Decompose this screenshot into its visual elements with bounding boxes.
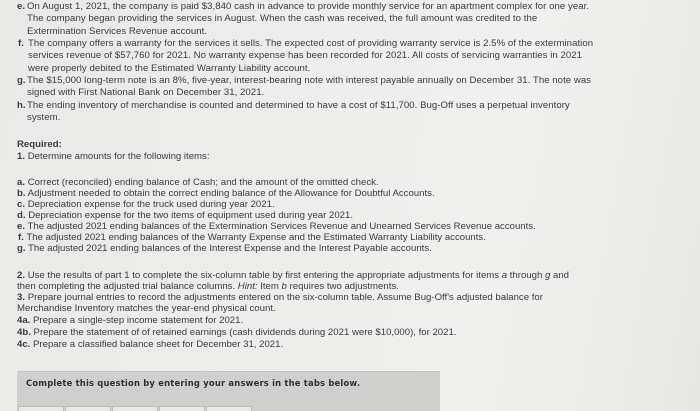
part-text: Merchandise Inventory matches the year-end physical count. (17, 303, 276, 314)
item-text: system. (27, 112, 61, 124)
item-label: h. (17, 100, 26, 111)
instruction-panel-text: Complete this question by entering your answers in the tabs below. (26, 378, 361, 388)
item-label: a. (17, 177, 26, 188)
item-text: Depreciation expense for the two items of equipment used during year 2021. (28, 210, 353, 221)
item-text: services revenue of $57,760 for 2021. No warranty expense has been recorded for 2021. All costs of servicing warranties in 2021 (28, 50, 583, 62)
part-4a-instruction (17, 315, 243, 327)
answer-tabs (18, 406, 253, 411)
item-text: On August 1, 2021, the company is paid $3,840 cash in advance to provide monthly service for an apartment complex for one year. (27, 1, 590, 12)
item-label: d. (17, 210, 26, 221)
part-label: 4b. (17, 327, 31, 338)
part-label: 4a. (17, 315, 31, 326)
problem-item-g (17, 75, 591, 100)
part-text: Prepare the statement of of retained earnings (cash dividends during 2021 were $10,000), for 2021. (33, 327, 457, 338)
part-label: 4c. (17, 339, 31, 350)
part-label: 3. (17, 292, 26, 303)
italic-item-ref: a (501, 270, 508, 281)
item-label: g. (17, 75, 26, 86)
part-4b-instruction (17, 327, 456, 339)
part-text: then completing the adjusted trial balance columns. (17, 281, 238, 292)
part-text: Use the results of part 1 to complete the six-column table by first entering the appropriate adjustments for items (27, 270, 502, 281)
item-text: The ending inventory of merchandise is counted and determined to have a cost of $11,700. Bug-Off uses a perpetual inventory (27, 100, 570, 111)
item-text: Depreciation expense for the truck used during year 2021. (27, 199, 275, 210)
item-label: b. (17, 188, 26, 199)
hint-label: Hint: (237, 281, 258, 292)
answer-tab-1[interactable] (18, 406, 64, 411)
item-label: e. (17, 221, 26, 232)
part-text: Determine amounts for the following items: (27, 151, 210, 162)
item-text: The adjusted 2021 ending balances of the Interest Expense and the Interest Payable accounts. (28, 243, 432, 254)
part-text: and (550, 270, 569, 281)
part-4c-instruction (17, 339, 283, 351)
part-1-item-g (17, 243, 432, 255)
item-text: Adjustment needed to obtain the correct ending balance of the Allowance for Doubtful Accounts. (27, 188, 435, 199)
part-label: 1. (17, 151, 26, 162)
problem-item-f (18, 38, 593, 75)
item-text: were properly debited to the Estimated Warranty Liability account. (28, 62, 311, 74)
part-text: requires two adjustments. (286, 281, 399, 292)
item-text: signed with First National Bank on December 31, 2021. (27, 87, 265, 99)
item-label: f. (18, 232, 24, 243)
answer-tab-2[interactable] (65, 406, 111, 411)
answer-tab-3[interactable] (112, 406, 158, 411)
part-3-instruction-cont (17, 303, 276, 315)
answer-tab-5[interactable] (206, 406, 252, 411)
part-text: Prepare a single-step income statement for 2021. (33, 315, 244, 326)
answer-tab-4[interactable] (159, 406, 205, 411)
problem-item-e (17, 1, 589, 38)
italic-item-ref: g (544, 270, 551, 281)
part-text: through (507, 270, 545, 281)
item-label: c. (17, 199, 26, 210)
item-text: Extermination Services Revenue account. (27, 25, 208, 37)
item-label: e. (17, 1, 26, 12)
item-text: Correct (reconciled) ending balance of Cash; and the amount of the omitted check. (27, 177, 379, 188)
part-label: 2. (17, 270, 26, 281)
item-text: The company offers a warranty for the services it sells. The expected cost of providing warranty service is 2.5% of the extermination (28, 38, 594, 49)
instruction-panel (17, 371, 440, 411)
item-text: The adjusted 2021 ending balances of the Extermination Services Revenue and Unearned Services Revenue accounts. (27, 221, 536, 232)
part-1-instruction (17, 151, 210, 163)
part-text: Prepare a classified balance sheet for December 31, 2021. (33, 339, 284, 350)
item-label: f. (18, 38, 24, 49)
problem-item-h (17, 100, 570, 125)
item-text: The adjusted 2021 ending balances of the Warranty Expense and the Estimated Warranty Liability accounts. (26, 232, 486, 243)
part-text: Prepare journal entries to record the adjustments entered on the six-column table. Assume Bug-Off's adjusted balance for (27, 292, 543, 303)
part-text: Item (257, 281, 282, 292)
italic-item-ref: b (281, 281, 287, 292)
item-text: The company began providing the services in August. When the cash was received, the full amount was credited to the (27, 13, 538, 25)
required-heading: Required: (17, 139, 62, 150)
item-text: The $15,000 long-term note is an 8%, five-year, interest-bearing note with interest payable annually on December 31. The note was (27, 75, 592, 86)
item-label: g. (17, 243, 26, 254)
